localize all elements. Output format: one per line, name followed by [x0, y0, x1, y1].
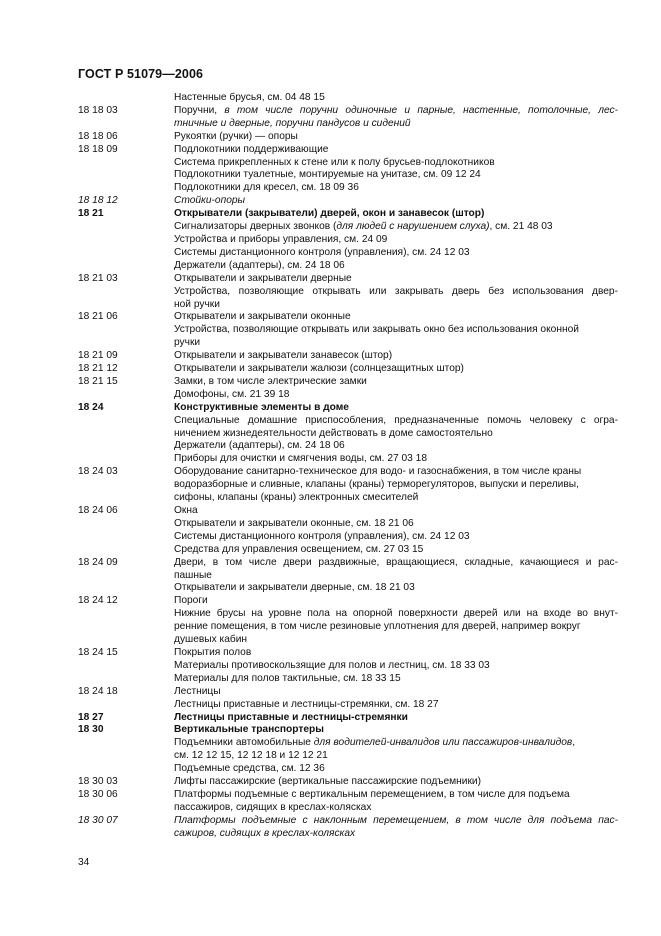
- text-segment: душевых кабин: [174, 634, 248, 646]
- entry-line: [174, 182, 618, 195]
- text-segment: тничные и дверные, поручни пандусов и сидений: [174, 117, 411, 129]
- entry-description: [174, 92, 618, 105]
- text-segment: Конструктивные элементы в доме: [174, 401, 349, 413]
- entry-line: [174, 92, 618, 105]
- text-segment: Настенные брусья, см. 04 48 15: [174, 92, 325, 103]
- text-segment: Открыватели и закрыватели дверные, см. 18 21 03: [174, 582, 415, 594]
- entry-line: [174, 518, 618, 531]
- entry-code: 18 24 18: [78, 685, 118, 697]
- entry-line: [174, 247, 618, 260]
- entry-line: [174, 376, 618, 389]
- entry-description: [174, 595, 618, 647]
- text-segment: Стойки-опоры: [174, 195, 246, 207]
- entry-description: [174, 815, 618, 841]
- entry-line: [174, 570, 618, 583]
- entry-line: [174, 195, 618, 208]
- text-segment: , см. 21 48 03: [489, 221, 553, 233]
- entry-row: [78, 557, 618, 596]
- entry-row: [78, 350, 618, 363]
- text-segment: см. 12 12 15, 12 12 18 и 12 12 21: [174, 750, 328, 762]
- text-segment: Рукоятки (ручки) — опоры: [174, 130, 298, 142]
- entry-line: [174, 479, 618, 492]
- text-segment: Открыватели и закрыватели дверные: [174, 272, 352, 284]
- entry-line: [174, 234, 618, 247]
- entry-line: [174, 492, 618, 505]
- entry-line: [174, 686, 618, 699]
- entry-row: [78, 815, 618, 841]
- entry-line: [174, 169, 618, 182]
- entry-line: [174, 415, 618, 428]
- entry-code: 18 24 12: [78, 595, 118, 607]
- entry-row: [78, 144, 618, 196]
- entry-description: [174, 363, 618, 376]
- entry-row: [78, 273, 618, 312]
- text-segment: Сигнализаторы дверных звонков (: [174, 221, 337, 233]
- entry-line: [174, 737, 618, 750]
- entry-line: [174, 208, 618, 221]
- text-segment: Поручни,: [174, 104, 225, 116]
- text-segment: Держатели (адаптеры), см. 24 18 06: [174, 259, 345, 271]
- entry-description: [174, 350, 618, 363]
- text-segment: Открыватели и закрыватели жалюзи (солнцезащитных штор): [174, 363, 464, 375]
- entry-code: 18 30 07: [78, 814, 118, 826]
- text-segment: Подъемники автомобильные: [174, 737, 314, 749]
- entry-line: [174, 286, 618, 299]
- entry-row: [78, 363, 618, 376]
- text-segment: Устройства, позволяющие открывать или закрывать окно без использования оконной: [174, 324, 579, 336]
- text-segment: ничением жизнедеятельности действовать в доме самостоятельно: [174, 427, 493, 439]
- text-segment: Система прикрепленных к стене или к полу брусьев-подлокотников: [174, 156, 495, 168]
- entry-description: [174, 208, 618, 273]
- entry-line: [174, 776, 618, 789]
- text-segment: ренние помещения, в том числе резиновые уплотнения для дверей, например вокруг: [174, 621, 581, 633]
- text-segment: Специальные домашние приспособления, предназначенные помочь человеку с огра-: [174, 414, 618, 426]
- text-segment: Открыватели и закрыватели оконные, см. 18 21 06: [174, 517, 414, 529]
- entry-line: [174, 828, 618, 841]
- text-segment: Лифты пассажирские (вертикальные пассажирские подъемники): [174, 776, 482, 788]
- entry-line: [174, 660, 618, 673]
- text-segment: Приборы для очистки и смягчения воды, см. 27 03 18: [174, 453, 427, 465]
- entry-code: 18 24 06: [78, 505, 118, 516]
- entry-code: 18 21 06: [78, 311, 118, 323]
- entry-line: [174, 595, 618, 608]
- entry-line: [174, 363, 618, 376]
- entry-line: [174, 144, 618, 157]
- entry-code: 18 18 12: [78, 195, 118, 207]
- text-segment: Покрытия полов: [174, 646, 252, 658]
- text-segment: ной ручки: [174, 298, 220, 310]
- text-segment: Открыватели (закрыватели) дверей, окон и занавесок (штор): [174, 208, 485, 220]
- text-segment: пашные: [174, 569, 212, 581]
- entry-code: 18 18 09: [78, 143, 118, 155]
- entry-row: [78, 92, 618, 105]
- entry-line: [174, 582, 618, 595]
- entry-line: [174, 815, 618, 828]
- entry-line: [174, 789, 618, 802]
- entry-description: [174, 466, 618, 505]
- text-segment: Подлокотники для кресел, см. 18 09 36: [174, 182, 359, 194]
- entry-line: [174, 131, 618, 144]
- text-segment: Подлокотники туалетные, монтируемые на унитазе, см. 09 12 24: [174, 169, 481, 181]
- entry-line: [174, 428, 618, 441]
- text-segment: Двери, в том числе двери раздвижные, вращающиеся, складные, качающиеся и рас-: [174, 556, 618, 568]
- text-segment: Системы дистанционного контроля (управления), см. 24 12 03: [174, 246, 470, 258]
- entry-row: [78, 105, 618, 131]
- entry-line: [174, 260, 618, 273]
- text-segment: Открыватели и закрыватели оконные: [174, 311, 351, 323]
- entry-code: 18 18 03: [78, 104, 118, 116]
- entry-line: [174, 453, 618, 466]
- entry-line: [174, 389, 618, 402]
- entry-row: [78, 131, 618, 144]
- entry-line: [174, 621, 618, 634]
- entry-code: 18 21: [78, 208, 104, 220]
- entry-row: [78, 789, 618, 815]
- entry-row: [78, 647, 618, 686]
- entry-description: [174, 311, 618, 350]
- text-segment: Домофоны, см. 21 39 18: [174, 388, 290, 400]
- entry-row: [78, 376, 618, 402]
- text-segment: Материалы для полов тактильные, см. 18 33 15: [174, 672, 401, 684]
- entry-line: [174, 273, 618, 286]
- entry-line: [174, 299, 618, 312]
- text-segment: Открыватели и закрыватели занавесок (штор): [174, 350, 393, 362]
- text-segment: Держатели (адаптеры), см. 24 18 06: [174, 440, 345, 452]
- entry-code: 18 27: [78, 711, 104, 723]
- text-segment: Нижние брусы на уровне пола на опорной поверхности дверей или на входе во внут-: [174, 608, 618, 620]
- entry-description: [174, 105, 618, 131]
- page-header-title: ГОСТ Р 51079—2006: [78, 67, 204, 81]
- entry-description: [174, 789, 618, 815]
- text-segment: Системы дистанционного контроля (управления), см. 24 12 03: [174, 530, 470, 542]
- entry-description: [174, 776, 618, 789]
- entry-line: [174, 724, 618, 737]
- entry-row: [78, 724, 618, 776]
- entry-line: [174, 763, 618, 776]
- entry-line: [174, 440, 618, 453]
- entry-row: [78, 311, 618, 350]
- entry-description: [174, 273, 618, 312]
- text-segment: Средства для управления освещением, см. 27 03 15: [174, 543, 424, 555]
- entry-line: [174, 647, 618, 660]
- entry-code: 18 30 06: [78, 788, 118, 800]
- entry-line: [174, 634, 618, 647]
- entry-description: [174, 724, 618, 776]
- entry-description: [174, 505, 618, 557]
- entry-line: [174, 699, 618, 712]
- text-segment: Устройства, позволяющие открывать или закрывать дверь без использования двер-: [174, 285, 618, 297]
- text-segment: Подъемные средства, см. 12 36: [174, 763, 325, 775]
- entry-line: [174, 324, 618, 337]
- entry-line: [174, 673, 618, 686]
- text-segment: водоразборные и сливные, клапаны (краны) терморегуляторов, выпуски и переливы,: [174, 479, 579, 491]
- entry-line: [174, 221, 618, 234]
- text-segment: ,: [572, 737, 576, 749]
- text-segment: Замки, в том числе электрические замки: [174, 375, 367, 387]
- entry-code: 18 18 06: [78, 130, 118, 142]
- entry-line: [174, 157, 618, 170]
- text-segment: Устройства и приборы управления, см. 24 09: [174, 233, 388, 245]
- entry-line: [174, 505, 618, 518]
- entry-line: [174, 350, 618, 363]
- entry-line: [174, 802, 618, 815]
- text-segment: Платформы подъемные с вертикальным перемещением, в том числе для подъема: [174, 788, 570, 800]
- entry-description: [174, 647, 618, 686]
- entry-line: [174, 402, 618, 415]
- entry-row: [78, 466, 618, 505]
- text-segment: для людей с нарушением слуха): [336, 221, 490, 233]
- entry-row: [78, 195, 618, 208]
- entry-code: [78, 92, 174, 105]
- entry-code: 18 21 15: [78, 375, 118, 387]
- text-segment: ручки: [174, 337, 201, 349]
- entry-code: 18 30: [78, 724, 104, 736]
- entry-description: [174, 402, 618, 467]
- entry-description: [174, 686, 618, 712]
- entry-description: [174, 557, 618, 596]
- text-segment: Пороги: [174, 595, 208, 607]
- text-segment: Материалы противоскользящие для полов и лестниц, см. 18 33 03: [174, 659, 490, 671]
- entry-row: [78, 208, 618, 273]
- text-segment: Платформы подъемные с наклонным перемещением, в том числе для подъема пас-: [174, 814, 618, 826]
- entry-line: [174, 712, 618, 725]
- text-segment: Оборудование санитарно-техническое для водо- и газоснабжения, в том числе краны: [174, 466, 582, 478]
- entry-code: 18 21 12: [78, 363, 118, 375]
- entry-line: [174, 311, 618, 324]
- entry-description: [174, 712, 618, 725]
- entry-row: [78, 712, 618, 725]
- entry-row: [78, 595, 618, 647]
- text-segment: Окна: [174, 505, 198, 516]
- entry-row: [78, 402, 618, 467]
- entry-code: 18 24 09: [78, 556, 118, 568]
- entry-description: [174, 195, 618, 208]
- entry-row: [78, 776, 618, 789]
- entry-line: [174, 531, 618, 544]
- entry-line: [174, 337, 618, 350]
- entry-description: [174, 131, 618, 144]
- classification-list: [78, 92, 618, 841]
- entry-line: [174, 544, 618, 557]
- entry-line: [174, 750, 618, 763]
- text-segment: Лестницы: [174, 685, 221, 697]
- entry-description: [174, 144, 618, 196]
- entry-code: 18 21 03: [78, 272, 118, 284]
- text-segment: пассажиров, сидящих в креслах-колясках: [174, 801, 372, 813]
- page-number: 34: [78, 857, 90, 868]
- entry-line: [174, 466, 618, 479]
- entry-row: [78, 686, 618, 712]
- text-segment: в том числе поручни одиночные и парные, настенные, потолочные, лес-: [224, 104, 618, 116]
- text-segment: Лестницы приставные и лестницы-стремянки, см. 18 27: [174, 698, 439, 710]
- entry-row: [78, 505, 618, 557]
- text-segment: Подлокотники поддерживающие: [174, 143, 329, 155]
- text-segment: сифоны, клапаны (краны) электронных смесителей: [174, 492, 419, 504]
- entry-line: [174, 105, 618, 118]
- entry-code: 18 30 03: [78, 776, 118, 788]
- entry-line: [174, 557, 618, 570]
- text-segment: для водителей-инвалидов или пассажиров-инвалидов: [313, 737, 573, 749]
- entry-line: [174, 118, 618, 131]
- text-segment: Лестницы приставные и лестницы-стремянки: [174, 711, 408, 723]
- entry-line: [174, 608, 618, 621]
- entry-code: 18 24 03: [78, 466, 118, 478]
- text-segment: сажиров, сидящих в креслах-колясках: [174, 827, 356, 839]
- entry-code: 18 24: [78, 401, 104, 413]
- entry-description: [174, 376, 618, 402]
- entry-code: 18 24 15: [78, 646, 118, 658]
- text-segment: Вертикальные транспортеры: [174, 724, 324, 736]
- entry-code: 18 21 09: [78, 350, 118, 362]
